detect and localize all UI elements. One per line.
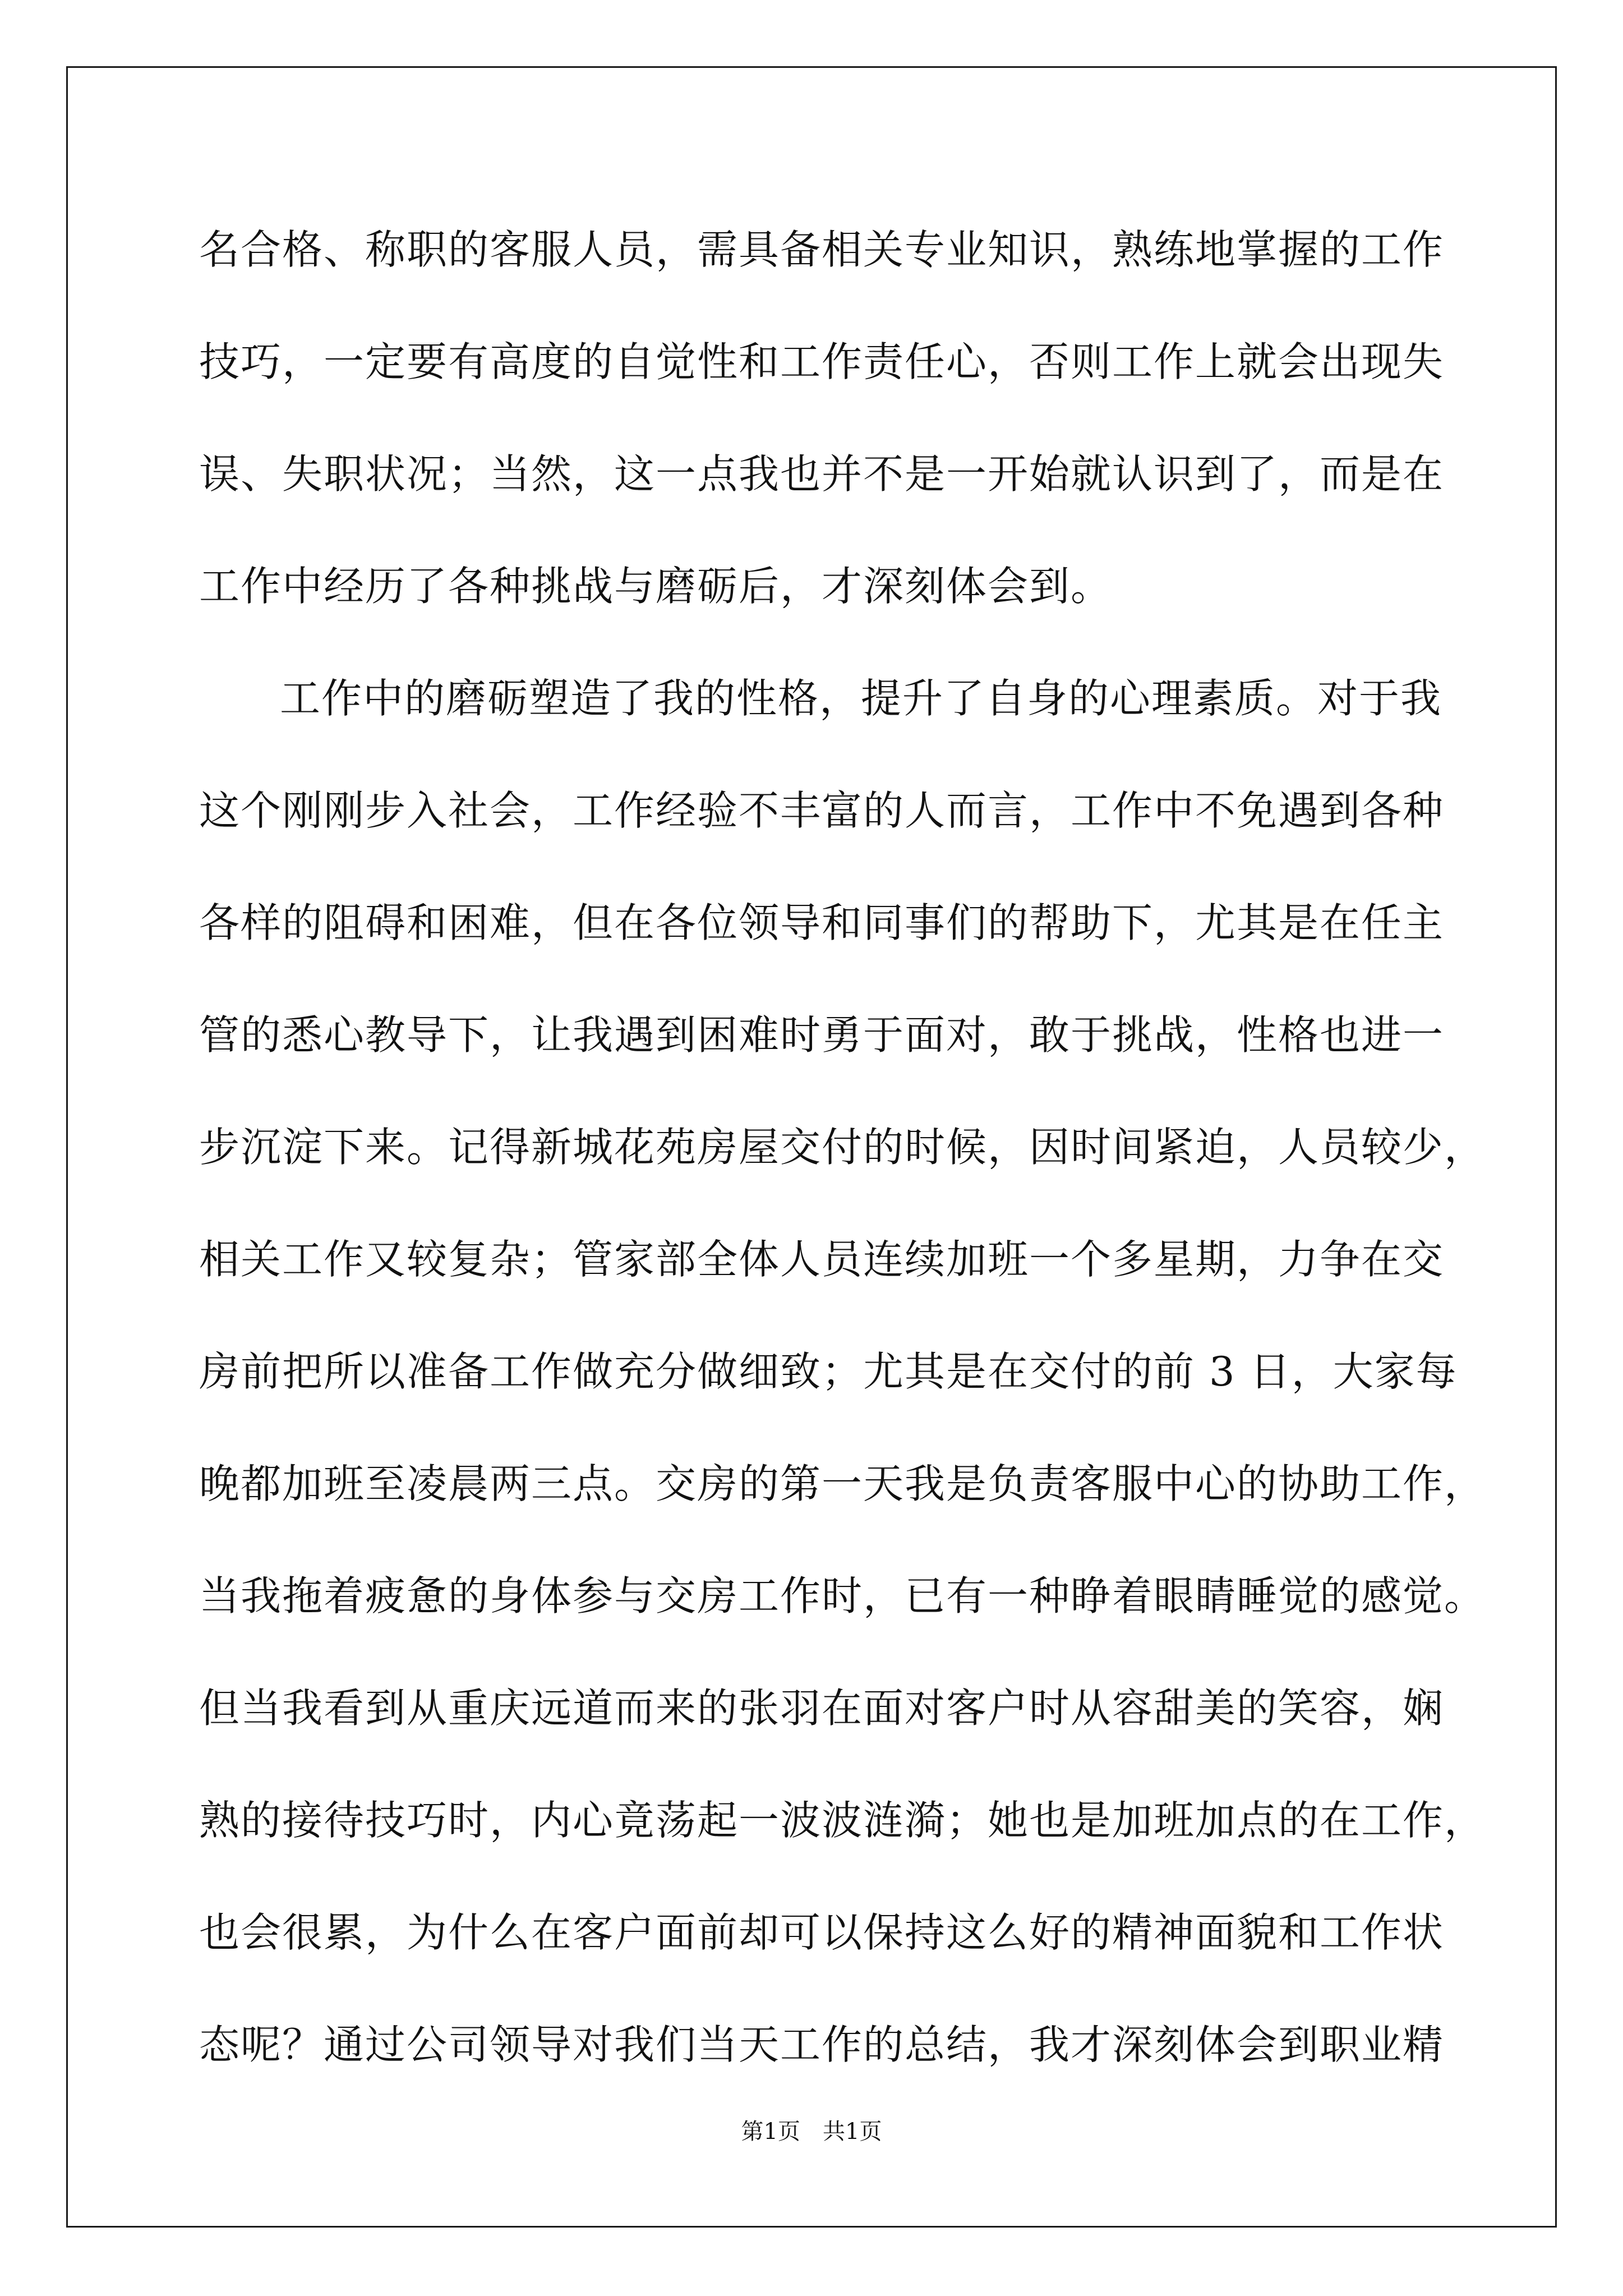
- paragraph-first-line: 工作中的磨砺塑造了我的性格，提升了自身的心理素质。对于我: [280, 675, 1442, 722]
- body-line: 工作中经历了各种挑战与磨砺后，才深刻体会到。: [199, 563, 1113, 610]
- page-number-footer: 第1页 共1页: [741, 2119, 882, 2145]
- body-line: 这个刚刚步入社会，工作经验不丰富的人而言，工作中不免遇到各种: [199, 787, 1445, 834]
- body-line: 也会很累，为什么在客户面前却可以保持这么好的精神面貌和工作状: [199, 1909, 1445, 1956]
- body-line: 房前把所以准备工作做充分做细致；尤其是在交付的前 3 日，大家每: [199, 1348, 1458, 1395]
- body-line: 各样的阻碍和困难，但在各位领导和同事们的帮助下，尤其是在任主: [199, 899, 1445, 946]
- body-line: 名合格、称职的客服人员，需具备相关专业知识，熟练地掌握的工作: [199, 226, 1445, 273]
- body-line: 晚都加班至凌晨两三点。交房的第一天我是负责客服中心的协助工作，: [199, 1460, 1486, 1507]
- body-line: 熟的接待技巧时，内心竟荡起一波波涟漪；她也是加班加点的在工作，: [199, 1797, 1486, 1844]
- body-line: 技巧，一定要有高度的自觉性和工作责任心，否则工作上就会出现失: [199, 338, 1445, 385]
- body-line: 态呢？通过公司领导对我们当天工作的总结，我才深刻体会到职业精: [199, 2021, 1445, 2068]
- body-line: 误、失职状况；当然，这一点我也并不是一开始就认识到了，而是在: [199, 450, 1445, 498]
- body-line: 相关工作又较复杂；管家部全体人员连续加班一个多星期，力争在交: [199, 1236, 1445, 1283]
- body-line: 步沉淀下来。记得新城花苑房屋交付的时候，因时间紧迫，人员较少，: [199, 1124, 1486, 1171]
- body-line: 当我拖着疲惫的身体参与交房工作时，已有一种睁着眼睛睡觉的感觉。: [199, 1572, 1486, 1619]
- body-line: 管的悉心教导下，让我遇到困难时勇于面对，敢于挑战，性格也进一: [199, 1011, 1445, 1059]
- body-line: 但当我看到从重庆远道而来的张羽在面对客户时从容甜美的笑容，娴: [199, 1685, 1445, 1732]
